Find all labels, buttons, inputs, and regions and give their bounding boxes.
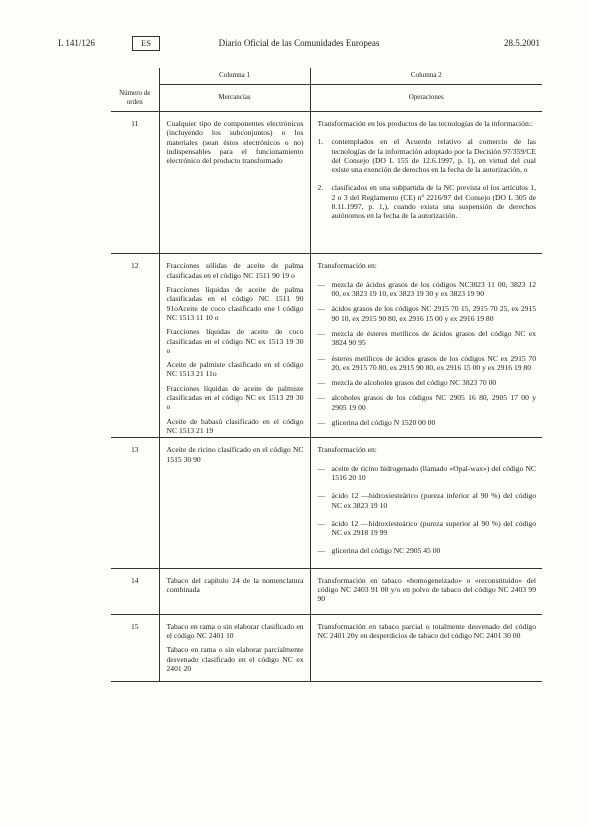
order-number-header: Número de orden — [111, 85, 159, 112]
list-item: — aceite de ricino hidrogenado (llamado «Opal-wax») del código NC 1516 20 10 — [317, 463, 536, 482]
goods-text: Tabaco en rama o sin elaborar clasificado en el código NC 2401 10 — [166, 621, 304, 640]
list-item: — mezcla de alcoholes grasos del código NC 3823 70 00 — [317, 378, 497, 388]
language-badge: ES — [132, 36, 160, 51]
list-item: — ésteres metílicos de ácidos grasos de los códigos NC ex 2915 70 20, ex 2915 70 80, ex 2915 90 80, ex 2916 15 00 y ex 2916 19 80 — [317, 353, 536, 372]
operations-table — [111, 68, 542, 682]
operation-intro: Transformación en: — [317, 445, 377, 455]
goods-header: Mercancías — [159, 85, 310, 112]
list-item: — ácido 12 —hidroxiesteárico (pureza superior al 90 %) del código NC ex 2918 19 99 — [317, 518, 536, 538]
order-number: 14 — [130, 575, 139, 585]
table-row — [111, 568, 542, 614]
list-item: 2. clasificados en una subpartida de la NC prevista el los artículos 1, 2 o 3 del Reglamento (CE) nº 2216/97 del Consejo (DO L 305 de 8.11.1997, p. 1,), cuando exista una suspensión de derechos autónomos en la fecha de la autorización. — [317, 183, 536, 221]
table-row — [111, 438, 542, 568]
list-item: — mezcla de ácidos grasos de los códigos NC3823 11 00, 3823 12 00, ex 3823 19 10, ex 3823 19 30 y ex 3823 19 90 — [317, 279, 536, 299]
list-item: 1. contemplados en el Acuerdo relativo al comercio de las tecnologías de la información adoptado por la Decisión 97/359/CE del Consejo (DO L 155 de 12.6.1997, p. 1), en virtud del cual existe una exención de derechos en la fecha de la autorización, o — [317, 137, 536, 175]
field-header-row — [111, 85, 542, 112]
goods-text: Tabaco en rama o sin elaborar parcialmente desvenado clasificado en el código NC ex 2401 20 — [166, 645, 304, 673]
order-number: 15 — [130, 621, 139, 631]
order-number: 12 — [130, 261, 139, 271]
goods-text: Fracciones líquidas de aceite de coco clasificadas en el código NC ex 1513 19 30 o — [166, 327, 304, 355]
goods-text: Aceite de palmiste clasificado en el código NC 1513 21 11o — [166, 360, 304, 379]
goods-text: Fracciones líquidas de aceite de palmiste clasificadas en el código NC ex 1513 29 30 o — [166, 383, 304, 412]
goods-text: Cualquier tipo de componentes electrónicos (incluyendo los subconjuntos) o los materiales (sean éstos electrónicos o no) indispensables para el funcionamiento electrónico del producto transformado — [166, 119, 304, 166]
table-row — [111, 112, 542, 254]
list-item: — glicerina del código N 1520 00 00 — [317, 418, 436, 428]
operation-intro: Transformación en los productos de las tecnologías de la información:: — [317, 119, 533, 128]
list-item: — glicerina del código NC 2905 45 00 — [317, 546, 441, 556]
goods-text: Aceite de ricino clasificado en el código NC 1515 30 90 — [166, 445, 304, 464]
journal-title: Diario Oficial de las Comunidades Europeas — [218, 38, 380, 48]
operation-intro: Transformación en: — [317, 261, 377, 271]
publication-date: 28.5.2001 — [504, 38, 540, 48]
list-item: — ácido 12 —hidroxiesteárico (pureza inferior al 90 %) del código NC ex 3823 19 10 — [317, 491, 536, 510]
table-row — [111, 614, 542, 681]
operations-header: Operaciones — [310, 85, 542, 112]
column-1-header: Columna 1 — [159, 68, 310, 85]
order-number: 13 — [130, 445, 139, 455]
page-reference: L 141/126 — [58, 38, 95, 48]
goods-text: Aceite de babasú clasificado en el código NC 1513 21 19 — [166, 416, 304, 435]
column-header-row — [111, 68, 542, 85]
order-number: 11 — [131, 119, 139, 128]
goods-text: Fracciones sólidas de aceite de palma clasificadas en el código NC 1511 90 19 o — [166, 261, 304, 280]
list-item: — mezcla de ésteres metílicos de ácidos grasos del código NC ex 3824 90 95 — [317, 328, 536, 348]
goods-text: Tabaco del capítulo 24 de la nomenclatura combinada — [166, 575, 304, 595]
operation-intro: Transformación en tabaco «homogeneizado» o «reconstituido» del código NC 2403 91 00 y/o en polvo de tabaco del código NC 2403 99 90 — [317, 575, 536, 604]
table-row — [111, 254, 542, 438]
list-item: — ácidos grasos de los códigos NC 2915 70 15, 2915 70 25, ex 2915 90 10, ex 2915 90 80, ex 2916 15 00 y ex 2916 19 80 — [317, 304, 536, 323]
column-2-header: Columna 2 — [310, 68, 542, 85]
page-header — [58, 38, 540, 52]
list-item: — alcoholes grasos de los códigos NC 2905 16 80, 2905 17 00 y 2905 19 00 — [317, 393, 536, 412]
goods-text: Fracciones líquidas de aceite de palma clasificadas en el código NC 1511 90 91oAceite de coco clasificado ene l código NC 1513 11 10 o — [166, 285, 304, 322]
operation-intro: Transformación en tabaco parcial o totalmente desvenado del código NC 2401 20y en desperdicios de tabaco del código NC 2401 30 00 — [317, 621, 536, 640]
